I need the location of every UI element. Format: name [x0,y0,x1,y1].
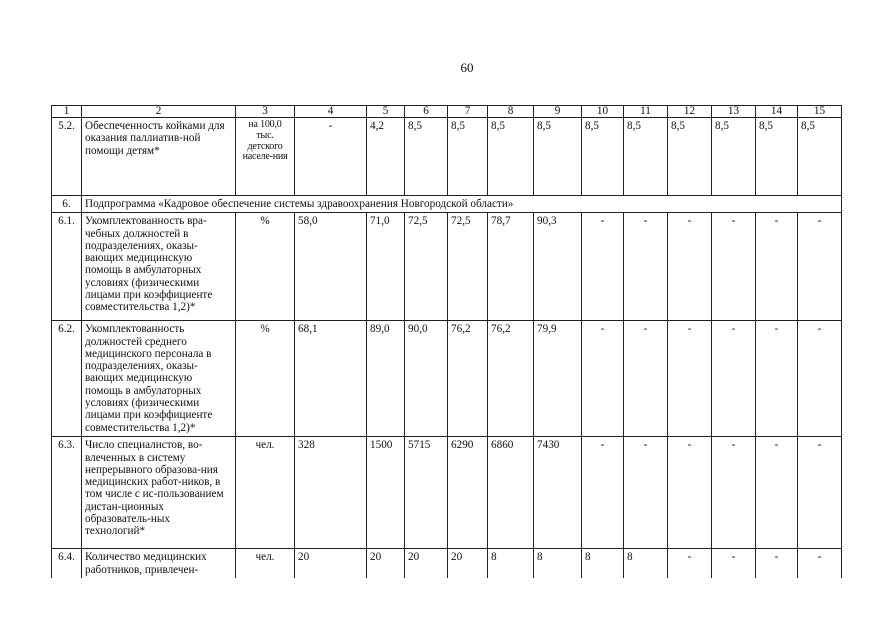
unit-of-measure: на 100,0 тыс. детского населе-ния [236,118,295,196]
value-cell: 89,0 [367,321,405,437]
value-cell: - [712,549,756,589]
value-cell: - [582,213,624,321]
column-number-header-row [52,106,842,118]
value-cell: - [668,321,712,437]
value-cell: - [712,321,756,437]
value-cell: 78,7 [488,213,534,321]
table-row [52,321,842,437]
column-header-9: 9 [534,106,582,118]
column-header-14: 14 [756,106,798,118]
value-cell: - [756,437,798,549]
page-bottom-margin [0,578,894,640]
value-cell: 72,5 [448,213,488,321]
value-cell: 328 [295,437,367,549]
value-cell: - [756,549,798,589]
column-header-11: 11 [624,106,668,118]
column-header-6: 6 [405,106,448,118]
column-header-3: 3 [236,106,295,118]
value-cell: 8,5 [534,118,582,196]
value-cell: 8 [534,549,582,589]
value-cell: 76,2 [448,321,488,437]
value-cell: 79,9 [534,321,582,437]
value-cell: - [668,437,712,549]
value-cell: 76,2 [488,321,534,437]
column-header-5: 5 [367,106,405,118]
unit-of-measure: % [236,321,295,437]
value-cell: 90,0 [405,321,448,437]
value-cell: - [668,549,712,589]
value-cell: 8,5 [488,118,534,196]
value-cell: 8,5 [798,118,842,196]
value-cell: 7430 [534,437,582,549]
value-cell: - [712,213,756,321]
column-header-10: 10 [582,106,624,118]
value-cell: 6860 [488,437,534,549]
value-cell: 8,5 [582,118,624,196]
value-cell: 4,2 [367,118,405,196]
indicator-name: Укомплектованность вра-чебных должностей в подразделениях, оказы-вающих медицинскую помощь в амбулаторных условиях (физическими лицами при коэффициенте совместительства 1,2)* [82,213,236,321]
value-cell: - [624,437,668,549]
value-cell: - [798,321,842,437]
section-number: 6. [52,196,82,213]
value-cell: 8 [488,549,534,589]
value-cell: 8,5 [624,118,668,196]
value-cell: 90,3 [534,213,582,321]
unit-of-measure: чел. [236,549,295,589]
value-cell: - [582,437,624,549]
value-cell: 8,5 [405,118,448,196]
row-number: 6.3. [52,437,82,549]
row-number: 6.4. [52,549,82,589]
value-cell: 71,0 [367,213,405,321]
value-cell: 20 [405,549,448,589]
value-cell: - [798,213,842,321]
table-row [52,213,842,321]
value-cell: 8,5 [712,118,756,196]
value-cell: - [582,321,624,437]
value-cell: - [798,437,842,549]
value-cell: - [295,118,367,196]
column-header-2: 2 [82,106,236,118]
section-row [52,196,842,213]
value-cell: 68,1 [295,321,367,437]
column-header-1: 1 [52,106,82,118]
value-cell: 20 [295,549,367,589]
row-number: 5.2. [52,118,82,196]
indicator-name: Количество медицинских работников, привлечен- [82,549,236,589]
value-cell: 8,5 [756,118,798,196]
row-number: 6.2. [52,321,82,437]
indicator-name: Укомплектованность должностей среднего медицинского персонала в подразделениях, оказы-вающих медицинскую помощь в амбулаторных условиях (физическими лицами при коэффициенте совместительства 1,2)* [82,321,236,437]
table-row [52,118,842,196]
value-cell: - [798,549,842,589]
value-cell: 20 [367,549,405,589]
value-cell: 8,5 [668,118,712,196]
value-cell: 8 [624,549,668,589]
indicator-name: Число специалистов, во-влеченных в систему непрерывного образова-ния медицинских работ-ников, в том числе с ис-пользованием дистан-ционных образователь-ных технологий* [82,437,236,549]
column-header-8: 8 [488,106,534,118]
value-cell: - [624,321,668,437]
value-cell: 6290 [448,437,488,549]
value-cell: 1500 [367,437,405,549]
indicator-name: Обеспеченность койками для оказания паллиатив-ной помощи детям* [82,118,236,196]
column-header-4: 4 [295,106,367,118]
unit-of-measure: чел. [236,437,295,549]
value-cell: - [712,437,756,549]
value-cell: 5715 [405,437,448,549]
value-cell: 8,5 [448,118,488,196]
unit-of-measure: % [236,213,295,321]
indicators-table [51,105,842,589]
section-title: Подпрограмма «Кадровое обеспечение системы здравоохранения Новгородской области» [82,196,842,213]
value-cell: - [668,213,712,321]
value-cell: - [624,213,668,321]
value-cell: 72,5 [405,213,448,321]
column-header-12: 12 [668,106,712,118]
column-header-13: 13 [712,106,756,118]
value-cell: 58,0 [295,213,367,321]
value-cell: - [756,321,798,437]
column-header-15: 15 [798,106,842,118]
page-number: 60 [460,60,474,75]
table-row [52,437,842,549]
value-cell: 8 [582,549,624,589]
row-number: 6.1. [52,213,82,321]
value-cell: 20 [448,549,488,589]
column-header-7: 7 [448,106,488,118]
value-cell: - [756,213,798,321]
